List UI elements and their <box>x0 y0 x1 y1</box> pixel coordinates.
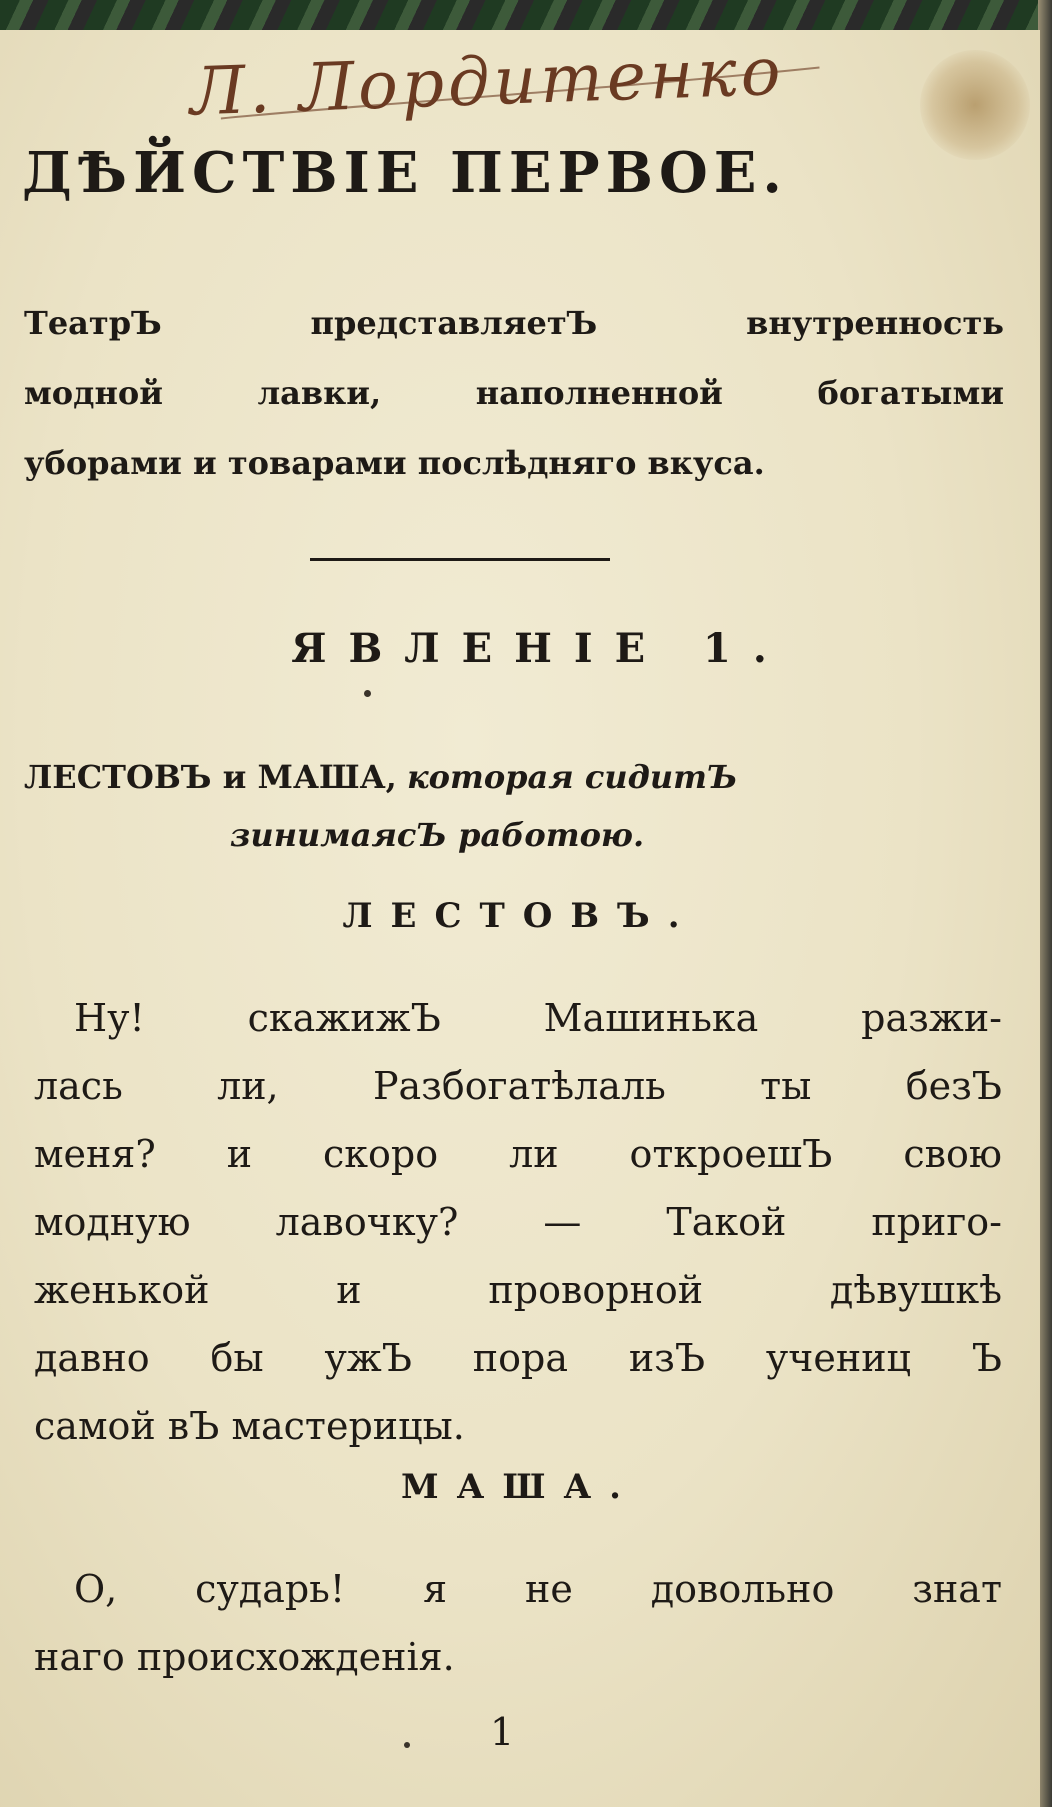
speech-line: женькой и проворной дѣвушкѣ <box>34 1268 1002 1312</box>
stage-direction: которая сидитЪ <box>406 758 738 796</box>
scene-title: ЯВЛЕНІЕ 1. <box>291 625 789 672</box>
speech-line: наго происхожденія. <box>34 1635 455 1679</box>
stage-setting-line: уборами и товарами послѣдняго вкуса. <box>24 444 765 482</box>
book-cover-strip <box>0 0 1052 34</box>
act-title: ДѢЙСТВІЕ ПЕРВОЕ. <box>22 140 788 206</box>
speech-line: Ну! скажижЪ Машинька разжи- <box>74 996 1002 1040</box>
speech-block <box>34 984 1002 1460</box>
speech-line: модную лавочку? — Такой приго- <box>34 1200 1002 1244</box>
book-page <box>0 30 1040 1807</box>
divider-rule <box>310 558 610 561</box>
speech-block <box>34 1555 1002 1691</box>
speech-line: давно бы ужЪ пора изЪ учениц Ъ <box>34 1336 1002 1380</box>
stage-setting-line: ТеатрЪ представляетЪ внутренность <box>24 304 1004 342</box>
signature-text: Л. Лордитенко <box>188 32 786 131</box>
cast-line-1 <box>24 748 1004 806</box>
stage-setting-line: модной лавки, наполненной богатыми <box>24 374 1004 412</box>
cast-line <box>24 748 1004 864</box>
stage-setting <box>24 288 1004 498</box>
speaker-name: ЛЕСТОВЪ. <box>342 896 698 936</box>
page-edge <box>1038 0 1052 1807</box>
speech-line: меня? и скоро ли откроешЪ свою <box>34 1132 1002 1176</box>
handwritten-signature <box>178 30 861 150</box>
speech-line: лась ли, Разбогатѣлаль ты безЪ <box>34 1064 1002 1108</box>
ink-dot <box>404 1742 410 1748</box>
stage-direction-line-2: зинимаясЪ работою. <box>230 816 645 854</box>
cast-names: ЛЕСТОВЪ и МАША, <box>24 758 397 796</box>
ink-dot <box>364 690 371 697</box>
speech-line: самой вЪ мастерицы. <box>34 1404 465 1448</box>
speaker-name: МАША. <box>401 1467 639 1507</box>
page-number: 1 <box>490 1710 515 1754</box>
speech-line: О, сударь! я не довольно знат <box>74 1567 1002 1611</box>
